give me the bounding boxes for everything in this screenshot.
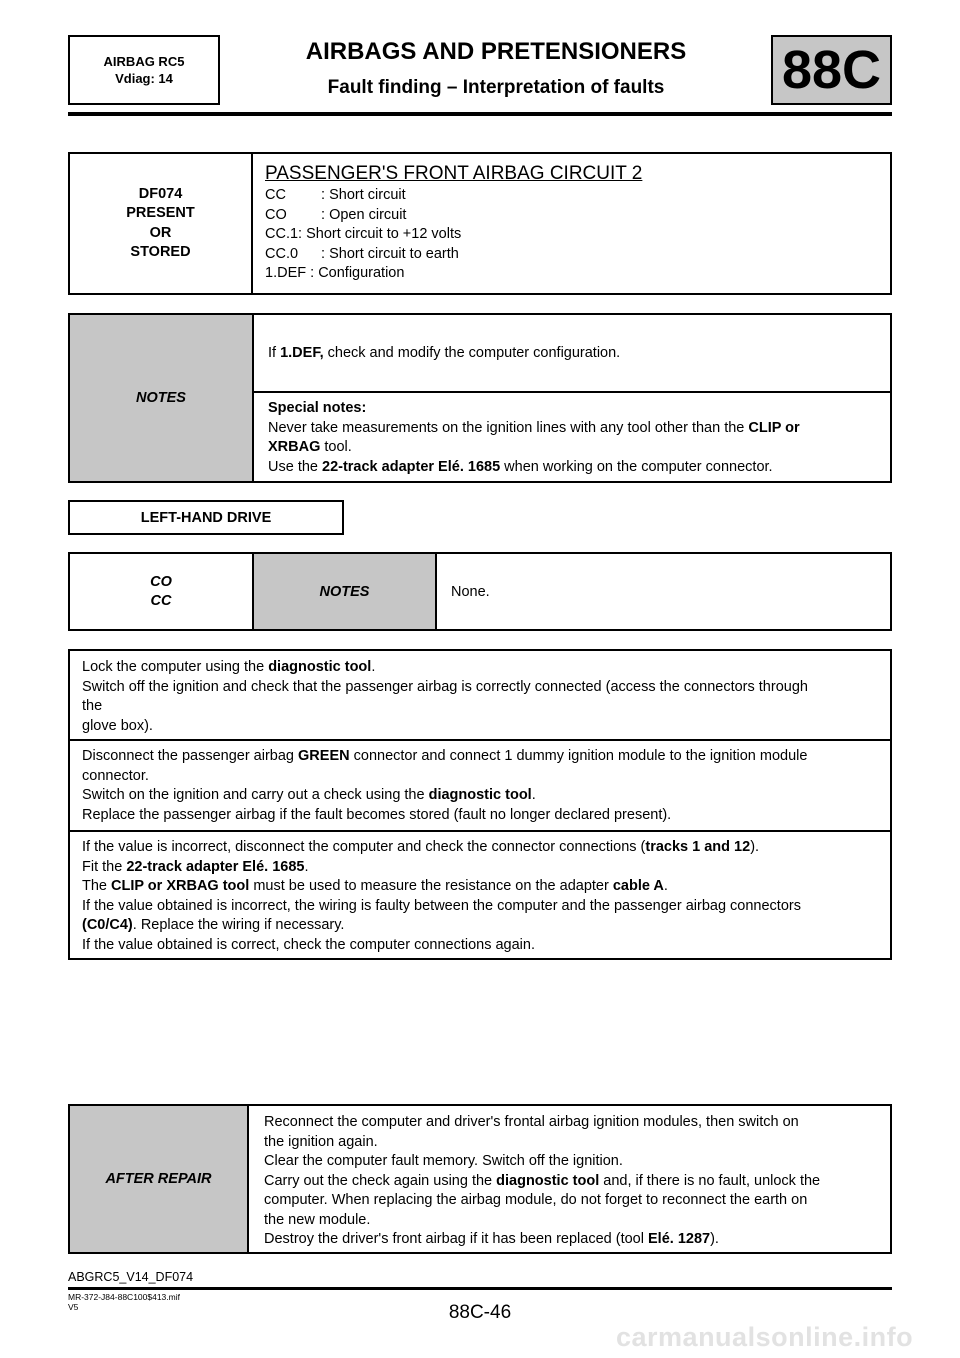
notes-config: If 1.DEF, check and modify the computer configuration. [268, 345, 621, 361]
doc-reference: ABGRC5_V14_DF074 [68, 1270, 194, 1284]
after-repair-box [68, 1104, 892, 1254]
step-disconnect: Disconnect the passenger airbag GREEN connector and connect 1 dummy ignition module to the ignition module connector. Switch on the ignition and carry out a check using the diagnostic tool. Replace the passenger airbag if the fault becomes stored (fault no longer declared present). [82, 748, 808, 823]
watermark: carmanualsonline.info [616, 1322, 914, 1352]
fault-code-1def: 1.DEF : Configuration [265, 265, 405, 281]
page-subtitle: Fault finding – Interpretation of faults [327, 77, 665, 98]
footer-rule [68, 1287, 892, 1290]
file-name: MR-372-J84-88C100$413.mif [68, 1292, 180, 1302]
fault-code-co: CO : Open circuit [265, 206, 407, 223]
step-lock: Lock the computer using the diagnostic tool. Switch off the ignition and check that the passenger airbag is correctly connected (access the connectors through the glove box). [82, 659, 808, 734]
page-number: 88C-46 [448, 1302, 512, 1323]
version: V5 [68, 1302, 79, 1312]
special-notes-title: Special notes: [268, 400, 367, 416]
vehicle-badge [68, 35, 220, 105]
fault-status-stored: STORED [130, 244, 191, 260]
fault-code-cc0: CC.0 : Short circuit to earth [265, 245, 459, 262]
notes-special: Special notes: Never take measurements on the ignition lines with any tool other than the CLIP or XRBAG tool. Use the 22-track adapter Elé. 1685 when working on the computer connector. [268, 399, 878, 477]
badge-model: AIRBAG RC5 [103, 54, 185, 69]
fault-code-cc: CC : Short circuit [265, 187, 406, 203]
fault-status-present: PRESENT [126, 205, 195, 221]
notes-label: NOTES [70, 315, 252, 481]
fault-status [70, 154, 251, 293]
section-code: 88C [771, 35, 892, 105]
fault-code-cc1: CC.1: Short circuit to +12 volts [265, 226, 462, 242]
page-title: AIRBAGS AND PRETENSIONERS [305, 38, 687, 65]
badge-vdiag: Vdiag: 14 [115, 71, 173, 86]
co-cc-notes-text: None. [451, 584, 490, 600]
step-check-wiring: If the value is incorrect, disconnect the computer and check the connector connections (tracks 1 and 12). Fit the 22-track adapter Elé. 1685. The CLIP or XRBAG tool must be used to measure the resistance on the adapter cable A. If the value obtained is incorrect, the wiring is faulty between the computer and the passenger airbag connectors (C0/C4). Replace the wiring if necessary. If the value obtained is correct, check the computer connections again. [82, 839, 801, 953]
lhd-label: LEFT-HAND DRIVE [68, 500, 344, 535]
header-rule [68, 112, 892, 116]
fault-title: PASSENGER'S FRONT AIRBAG CIRCUIT 2 [265, 163, 643, 184]
notes-box [68, 313, 892, 483]
co-cc-box [68, 552, 892, 631]
co-cc-label: CO CC [150, 573, 172, 609]
fault-details [265, 163, 875, 284]
steps-box [68, 649, 892, 960]
co-cc-notes-label: NOTES [254, 554, 435, 629]
fault-box [68, 152, 892, 295]
after-repair-label: AFTER REPAIR [70, 1106, 247, 1252]
fault-status-or: OR [149, 224, 172, 241]
after-repair-text: Reconnect the computer and driver's frontal airbag ignition modules, then switch on the ignition again. Clear the computer fault memory. Switch off the ignition. Carry out the check again using the diagnostic tool and, if there is no fault, unlock the computer. When replacing the airbag module, do not forget to reconnect the earth on the new module. Destroy the driver's front airbag if it has been replaced (tool Elé. 1287). [264, 1114, 821, 1247]
fault-code: DF074 [138, 185, 183, 202]
fault-code-list [265, 186, 875, 284]
